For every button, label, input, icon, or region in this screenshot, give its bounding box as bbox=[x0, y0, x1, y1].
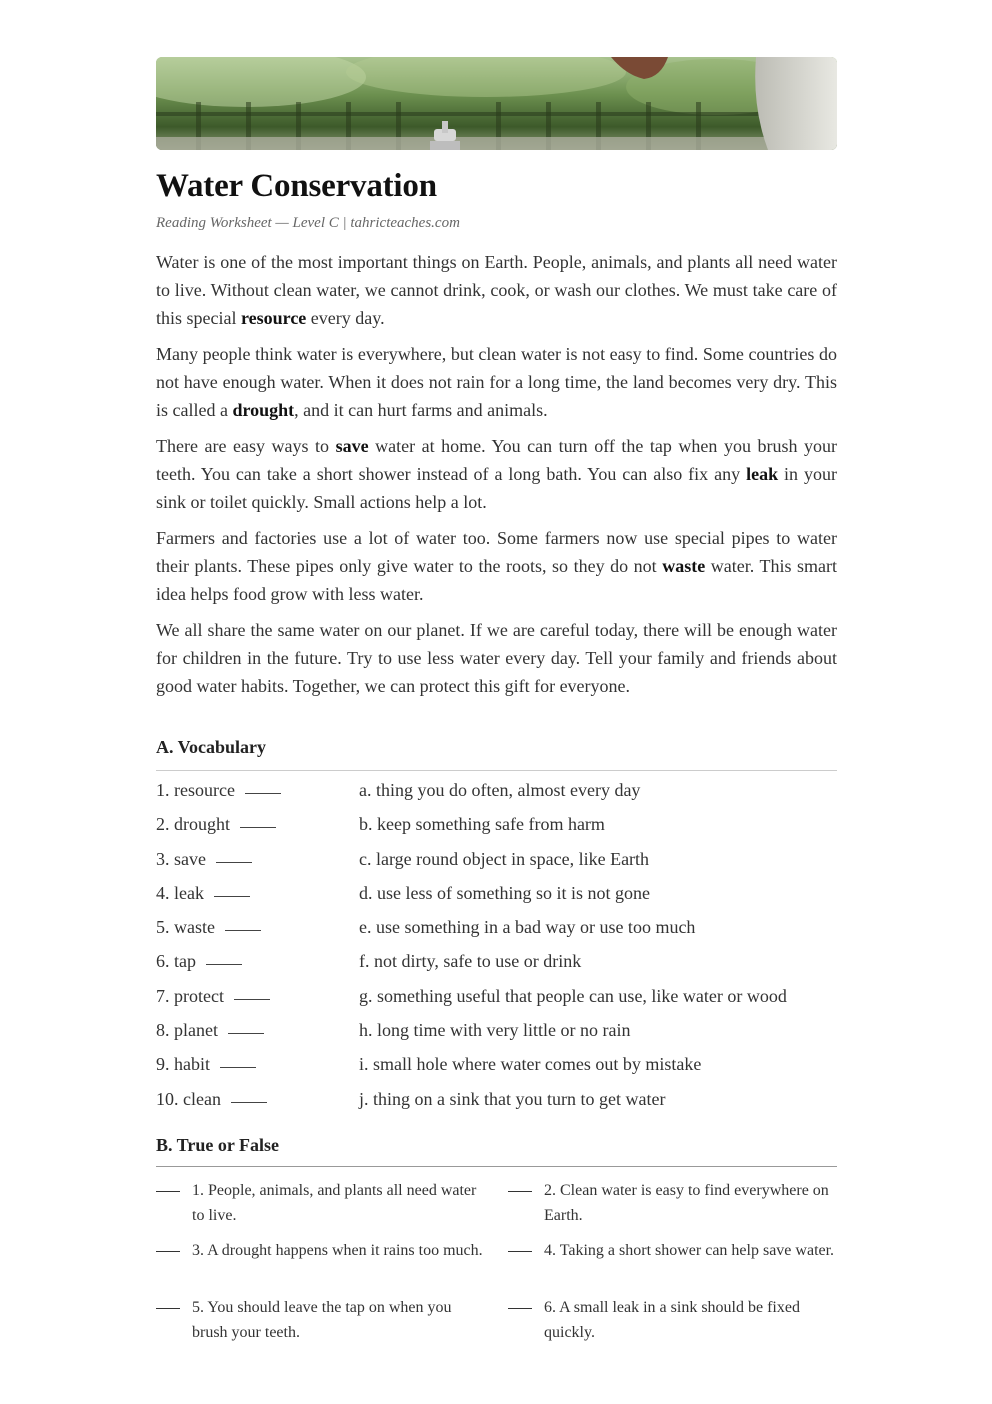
key-word: drought bbox=[232, 400, 295, 420]
vocab-word: 5. waste bbox=[156, 917, 215, 938]
vocab-word: 6. tap bbox=[156, 951, 196, 972]
true-false-heading: B. True or False bbox=[156, 1135, 279, 1155]
answer-blank[interactable] bbox=[206, 963, 242, 965]
vocab-word: 2. drought bbox=[156, 814, 230, 835]
tf-statement: 3. A drought happens when it rains too much. bbox=[192, 1242, 483, 1259]
answer-blank[interactable] bbox=[220, 1066, 256, 1068]
vocab-row bbox=[156, 1089, 837, 1123]
vocab-definition: a. thing you do often, almost every day bbox=[359, 780, 641, 800]
vocabulary-heading: A. Vocabulary bbox=[156, 737, 267, 757]
vocab-word: 1. resource bbox=[156, 780, 235, 800]
vocab-row bbox=[156, 1020, 837, 1054]
vocab-word: 7. protect bbox=[156, 985, 224, 1006]
tf-statement: 1. People, animals, and plants all need water to live. bbox=[192, 1182, 477, 1224]
section-divider bbox=[156, 1166, 837, 1167]
vocab-definition: i. small hole where water comes out by mistake bbox=[359, 1054, 702, 1075]
answer-blank[interactable] bbox=[508, 1308, 532, 1309]
answer-blank[interactable] bbox=[508, 1191, 532, 1192]
vocab-row bbox=[156, 814, 837, 848]
vocab-row bbox=[156, 986, 837, 1020]
reading-passage bbox=[156, 248, 837, 708]
answer-blank[interactable] bbox=[245, 792, 281, 794]
worksheet-subtitle: Reading Worksheet — Level C | tahricteaches.com bbox=[156, 215, 460, 231]
header-banner-image bbox=[156, 57, 837, 150]
vocab-definition: g. something useful that people can use, like water or wood bbox=[359, 985, 787, 1006]
answer-blank[interactable] bbox=[156, 1191, 180, 1192]
reading-paragraph: Many people think water is everywhere, but clean water is not easy to find. Some countries do not have enough water. When it does not rain for a long time, the land becomes very dry. This is called a drought, and it can hurt farms and animals. bbox=[156, 344, 837, 420]
vocab-row bbox=[156, 849, 837, 883]
answer-blank[interactable] bbox=[214, 895, 250, 897]
key-word: save bbox=[335, 436, 369, 456]
reading-paragraph: Farmers and factories use a lot of water too. Some farmers now use special pipes to water their plants. These pipes only give water to the roots, so they do not waste water. This smart idea helps food grow with less water. bbox=[156, 528, 837, 604]
answer-blank[interactable] bbox=[156, 1251, 180, 1252]
vocab-definition: d. use less of something so it is not gone bbox=[359, 882, 650, 903]
vocab-row bbox=[156, 951, 837, 985]
key-word: resource bbox=[240, 308, 307, 328]
key-word: leak bbox=[746, 464, 779, 484]
vocabulary-matching bbox=[156, 780, 837, 1123]
banner-illustration bbox=[156, 57, 837, 150]
answer-blank[interactable] bbox=[240, 826, 276, 828]
vocab-row bbox=[156, 883, 837, 917]
vocab-definition: f. not dirty, safe to use or drink bbox=[359, 951, 582, 972]
tf-statement: 5. You should leave the tap on when you brush your teeth. bbox=[192, 1299, 452, 1341]
reading-paragraph: Water is one of the most important things on Earth. People, animals, and plants all need water to live. Without clean water, we cannot drink, cook, or wash our clothes. We must take care of this special resource every day. bbox=[156, 252, 837, 328]
tf-statement: 6. A small leak in a sink should be fixed quickly. bbox=[544, 1299, 800, 1341]
vocab-word: 10. clean bbox=[156, 1088, 221, 1109]
tf-statement: 2. Clean water is easy to find everywhere on Earth. bbox=[544, 1182, 829, 1224]
answer-blank[interactable] bbox=[156, 1308, 180, 1309]
answer-blank[interactable] bbox=[228, 1032, 264, 1034]
vocab-word: 9. habit bbox=[156, 1054, 210, 1075]
answer-blank[interactable] bbox=[508, 1251, 532, 1252]
vocab-word: 4. leak bbox=[156, 882, 204, 903]
vocab-row bbox=[156, 780, 837, 814]
reading-paragraph: We all share the same water on our planet. If we are careful today, there will be enough water for children in the future. Try to use less water every day. Tell your family and friends about good water habits. Together, we can protect this gift for everyone. bbox=[156, 620, 837, 696]
worksheet-title: Water Conservation bbox=[156, 168, 437, 204]
answer-blank[interactable] bbox=[231, 1101, 267, 1103]
vocab-row bbox=[156, 1054, 837, 1088]
section-divider bbox=[156, 770, 837, 771]
vocab-row bbox=[156, 917, 837, 951]
reading-paragraph: There are easy ways to save water at home. You can turn off the tap when you brush your teeth. You can take a short shower instead of a long bath. You can also fix any leak in your sink or toilet quickly. Small actions help a lot. bbox=[156, 436, 837, 512]
answer-blank[interactable] bbox=[216, 861, 252, 863]
vocab-word: 3. save bbox=[156, 848, 206, 869]
vocab-definition: c. large round object in space, like Earth bbox=[359, 848, 650, 869]
vocab-definition: e. use something in a bad way or use too much bbox=[359, 917, 696, 938]
vocab-definition: h. long time with very little or no rain bbox=[359, 1020, 631, 1041]
answer-blank[interactable] bbox=[225, 929, 261, 931]
key-word: waste bbox=[662, 556, 706, 576]
vocab-word: 8. planet bbox=[156, 1020, 218, 1041]
vocab-definition: b. keep something safe from harm bbox=[359, 814, 605, 835]
tf-statement: 4. Taking a short shower can help save water. bbox=[544, 1242, 835, 1259]
vocab-definition: j. thing on a sink that you turn to get water bbox=[359, 1088, 666, 1109]
answer-blank[interactable] bbox=[234, 998, 270, 1000]
